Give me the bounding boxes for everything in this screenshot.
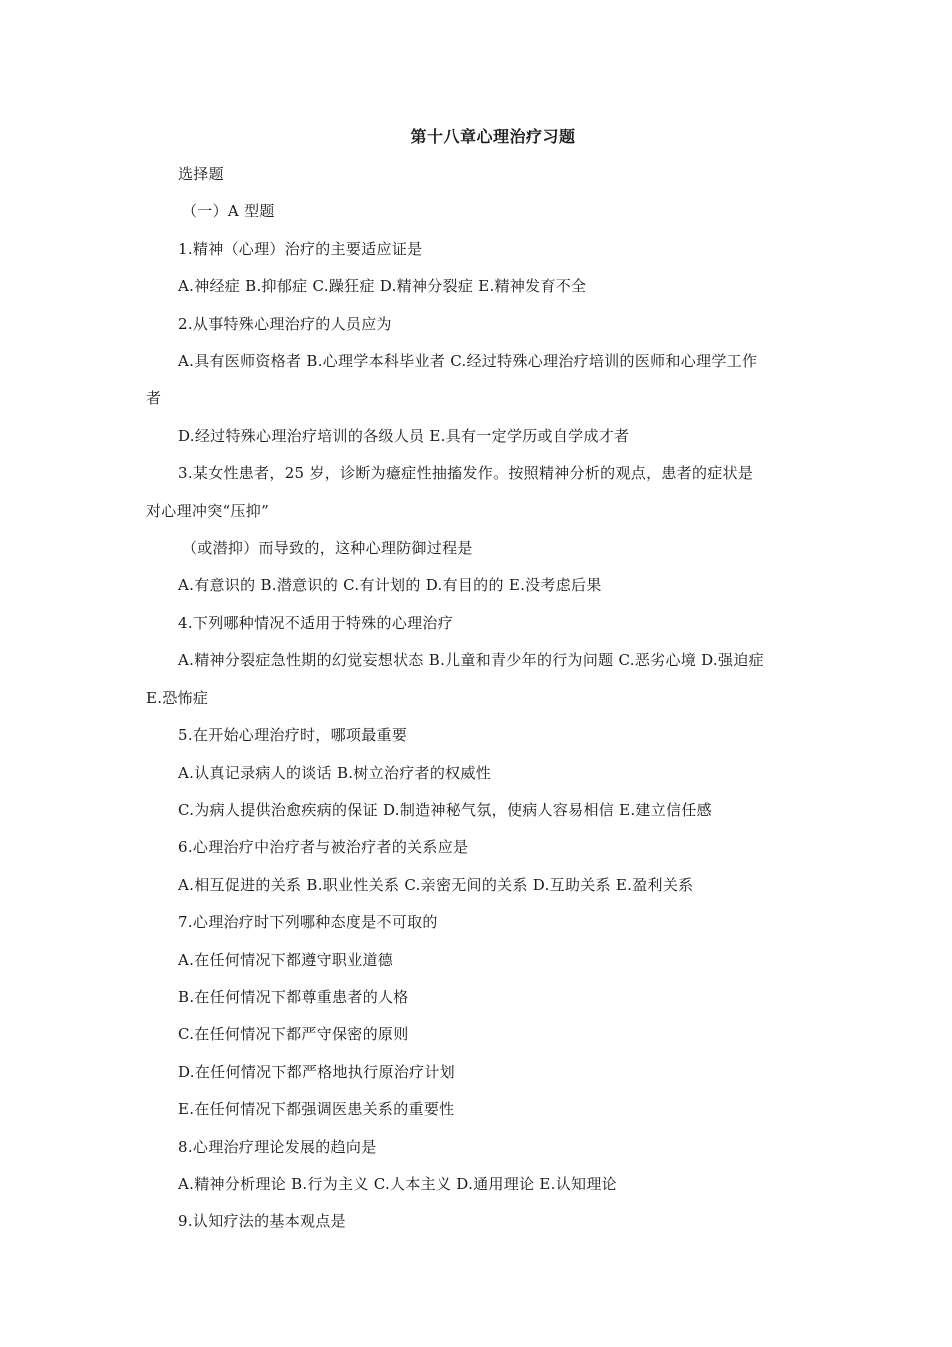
text-line: A.在任何情况下都遵守职业道德 bbox=[178, 950, 394, 969]
text-line: C.为病人提供治愈疾病的保证 D.制造神秘气氛，使病人容易相信 E.建立信任感 bbox=[178, 800, 712, 819]
text-line: 8.心理治疗理论发展的趋向是 bbox=[178, 1137, 377, 1156]
text-line: A.神经症 B.抑郁症 C.躁狂症 D.精神分裂症 E.精神发育不全 bbox=[178, 277, 587, 296]
page-title: 第十八章心理治疗习题 bbox=[410, 127, 576, 146]
text-line: A.精神分析理论 B.行为主义 C.人本主义 D.通用理论 E.认知理论 bbox=[178, 1174, 617, 1193]
text-line: C.在任何情况下都严守保密的原则 bbox=[178, 1025, 409, 1044]
text-line: 4.下列哪种情况不适用于特殊的心理治疗 bbox=[178, 613, 454, 632]
text-line: A.精神分裂症急性期的幻觉妄想状态 B.儿童和青少年的行为问题 C.恶劣心境 D.强迫症 bbox=[178, 651, 764, 670]
text-line: 选择题 bbox=[178, 165, 224, 183]
text-line: E.在任何情况下都强调医患关系的重要性 bbox=[178, 1100, 455, 1119]
text-line: 5.在开始心理治疗时，哪项最重要 bbox=[178, 726, 408, 745]
text-line: 6.心理治疗中治疗者与被治疗者的关系应是 bbox=[178, 838, 469, 857]
text-line: D.经过特殊心理治疗培训的各级人员 E.具有一定学历或自学成才者 bbox=[178, 426, 630, 445]
text-line: 1.精神（心理）治疗的主要适应证是 bbox=[178, 239, 423, 258]
text-line: 7.心理治疗时下列哪种态度是不可取的 bbox=[178, 913, 438, 932]
text-line: A.相互促进的关系 B.职业性关系 C.亲密无间的关系 D.互助关系 E.盈利关系 bbox=[178, 875, 694, 894]
text-line: B.在任何情况下都尊重患者的人格 bbox=[178, 987, 409, 1006]
text-line: A.认真记录病人的谈话 B.树立治疗者的权威性 bbox=[178, 763, 492, 782]
text-line: 9.认知疗法的基本观点是 bbox=[178, 1212, 346, 1231]
text-line: D.在任何情况下都严格地执行原治疗计划 bbox=[178, 1062, 455, 1081]
text-line: E.恐怖症 bbox=[146, 688, 209, 707]
text-line: 2.从事特殊心理治疗的人员应为 bbox=[178, 314, 392, 333]
text-line: 3.某女性患者，25 岁，诊断为癔症性抽搐发作。按照精神分析的观点，患者的症状是 bbox=[178, 464, 754, 483]
text-line: （一）A 型题 bbox=[182, 202, 275, 221]
text-line: 者 bbox=[146, 389, 162, 408]
text-line: （或潜抑）而导致的，这种心理防御过程是 bbox=[182, 539, 473, 558]
document-body bbox=[146, 156, 814, 1241]
text-line: 对心理冲突“压抑” bbox=[146, 501, 270, 520]
text-line: A.有意识的 B.潜意识的 C.有计划的 D.有目的的 E.没考虑后果 bbox=[178, 576, 602, 595]
text-line: A.具有医师资格者 B.心理学本科毕业者 C.经过特殊心理治疗培训的医师和心理学工作 bbox=[178, 352, 758, 371]
